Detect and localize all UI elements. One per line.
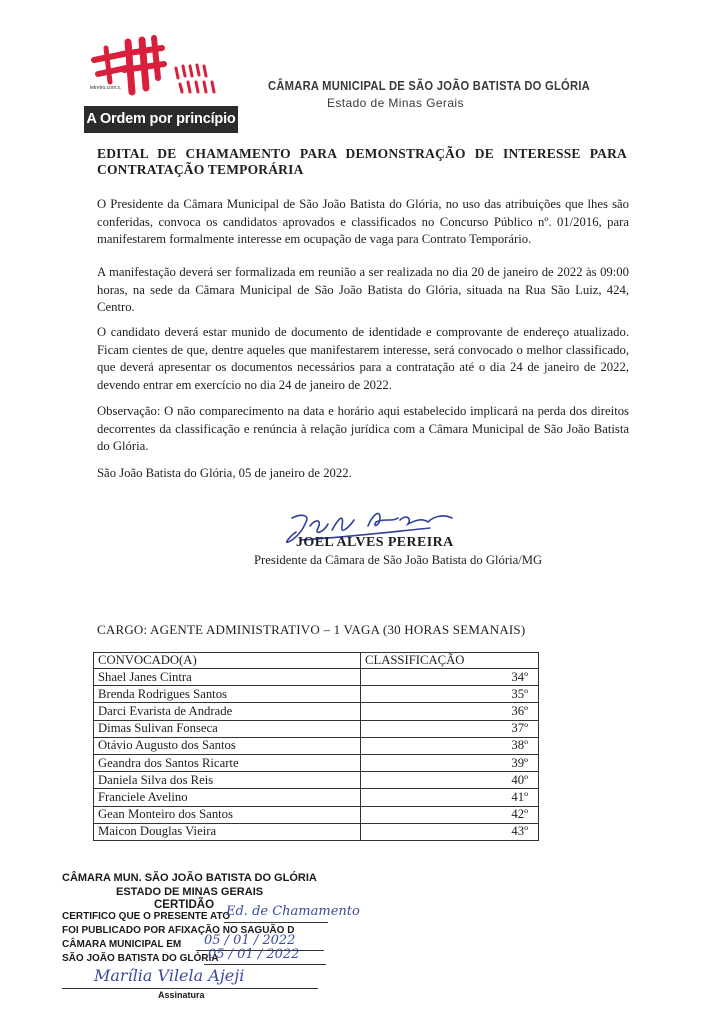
- candidate-name: Shael Janes Cintra: [94, 669, 361, 686]
- table-row: [94, 737, 539, 754]
- candidate-name: Franciele Avelino: [94, 789, 361, 806]
- date-underline-2: [204, 964, 326, 965]
- handwritten-date-1: 05 / 01 / 2022: [204, 933, 296, 948]
- logo-tagline: A Ordem por princípio: [84, 106, 238, 133]
- stamp-published-text: FOI PUBLICADO POR AFIXAÇÃO NO SAGUÃO D: [62, 925, 295, 936]
- candidate-name: Gean Monteiro dos Santos: [94, 806, 361, 823]
- table-row: [94, 703, 539, 720]
- paragraph-meeting: A manifestação deverá ser formalizada em reunião a ser realizada no dia 20 de janeiro de 2022 às 09:00 horas, na sede da Câmara Municipal de São João Batista do Glória, situada na Rua São Luiz, 424, Centro.: [97, 265, 629, 314]
- candidate-name: Brenda Rodrigues Santos: [94, 686, 361, 703]
- chamber-logo: [84, 30, 240, 134]
- date-place: São João Batista do Glória, 05 de janeiro de 2022.: [97, 466, 352, 480]
- signer-name: JOEL ALVES PEREIRA: [296, 535, 454, 550]
- stamp-chamber-on: CÂMARA MUNICIPAL EM: [62, 939, 182, 950]
- chamber-name: CÂMARA MUNICIPAL DE SÃO JOÃO BATISTA DO GLÓRIA: [268, 78, 591, 93]
- candidate-rank: 40º: [361, 772, 539, 789]
- stamp-signature-label: Assinatura: [158, 990, 205, 1000]
- stamp-certify-text: CERTIFICO QUE O PRESENTE ATO: [62, 911, 231, 922]
- document-title: EDITAL DE CHAMAMENTO PARA DEMONSTRAÇÃO DE INTERESSE PARA CONTRATAÇÃO TEMPORÁRIA: [97, 146, 627, 177]
- candidates-table: [93, 652, 539, 841]
- candidate-rank: 38º: [361, 737, 539, 754]
- table-row: [94, 669, 539, 686]
- table-row: [94, 772, 539, 789]
- candidate-rank: 34º: [361, 669, 539, 686]
- stamp-state: ESTADO DE MINAS GERAIS: [116, 886, 264, 898]
- logo-small-text: letreiro.com.s.: [90, 85, 122, 91]
- position-heading: CARGO: AGENTE ADMINISTRATIVO – 1 VAGA (30 HORAS SEMANAIS): [97, 622, 526, 637]
- table-row: [94, 806, 539, 823]
- candidate-rank: 43º: [361, 823, 539, 840]
- act-underline: [224, 922, 328, 923]
- candidate-rank: 39º: [361, 754, 539, 771]
- candidate-name: Otávio Augusto dos Santos: [94, 737, 361, 754]
- candidate-rank: 41º: [361, 789, 539, 806]
- handwritten-signature: Marília Vilela Ajeji: [94, 966, 245, 985]
- paragraph-observation: Observação: O não comparecimento na data e horário aqui estabelecido implicará na perda dos direitos decorrentes da classificação e renúncia à relação jurídica com a Câmara Municipal de São João Batista do Glória.: [97, 404, 629, 453]
- candidate-name: Maicon Douglas Vieira: [94, 823, 361, 840]
- table-row: [94, 823, 539, 840]
- candidate-rank: 36º: [361, 703, 539, 720]
- paragraph-requirements: O candidato deverá estar munido de documento de identidade e comprovante de endereço atualizado. Ficam cientes de que, dentre aqueles que manifestarem interesse, será convocado o melhor classificado, que deverá apresentar os documentos necessários para a contratação até o dia 24 de janeiro de 2022, devendo entrar em exercício no dia 24 de janeiro de 2022.: [97, 325, 629, 392]
- table-row: [94, 720, 539, 737]
- table-row: [94, 686, 539, 703]
- handwritten-act: Ed. de Chamamento: [226, 904, 360, 919]
- stamp-heading: CERTIDÃO: [154, 899, 215, 911]
- certification-stamp: [58, 864, 360, 1024]
- candidate-name: Daniela Silva dos Reis: [94, 772, 361, 789]
- table-header-row: [94, 653, 539, 669]
- stamp-chamber: CÂMARA MUN. SÃO JOÃO BATISTA DO GLÓRIA: [62, 872, 317, 884]
- handwritten-date-2: 05 / 01 / 2022: [208, 947, 300, 962]
- column-header-candidate: CONVOCADO(A): [94, 653, 361, 669]
- paragraph-convocation: O Presidente da Câmara Municipal de São João Batista do Glória, no uso das atribuições que lhes são conferidas, convoca os candidatos aprovados e classificados no Concurso Público nº. 01/2016, para manifestarem formalmente interesse em ocupação de vaga para Contrato Temporário.: [97, 197, 629, 246]
- state-name: Estado de Minas Gerais: [327, 96, 464, 110]
- signature-line: [62, 988, 318, 989]
- column-header-rank: CLASSIFICAÇÃO: [361, 653, 539, 669]
- candidate-rank: 37º: [361, 720, 539, 737]
- table-row: [94, 754, 539, 771]
- candidate-rank: 35º: [361, 686, 539, 703]
- candidate-name: Darci Evarista de Andrade: [94, 703, 361, 720]
- stamp-city: SÃO JOÃO BATISTA DO GLÓRIA: [62, 953, 219, 964]
- table-row: [94, 789, 539, 806]
- candidate-rank: 42º: [361, 806, 539, 823]
- logo-mark-icon: [84, 30, 240, 110]
- candidate-name: Geandra dos Santos Ricarte: [94, 754, 361, 771]
- signer-role: Presidente da Câmara de São João Batista do Glória/MG: [254, 553, 543, 567]
- candidate-name: Dimas Sulivan Fonseca: [94, 720, 361, 737]
